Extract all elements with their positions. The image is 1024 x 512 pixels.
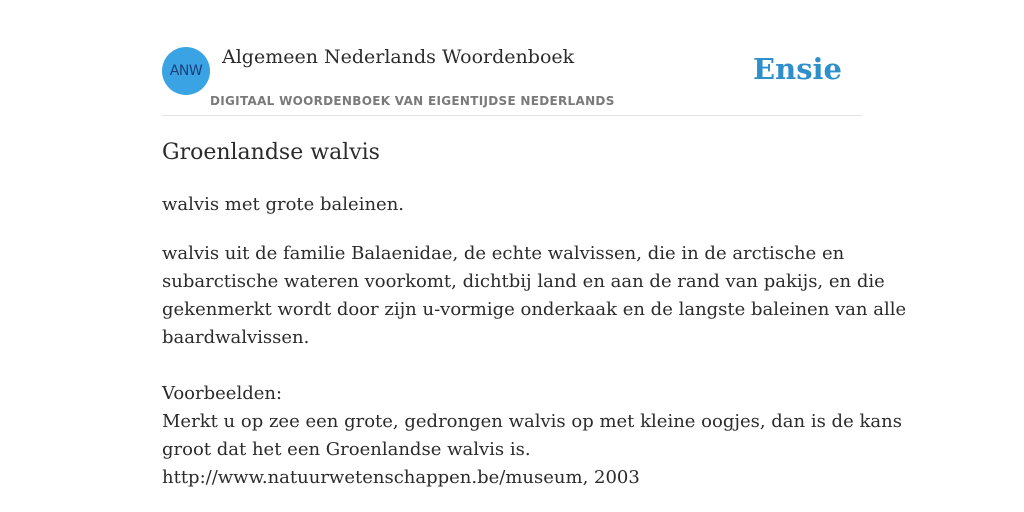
- anw-logo[interactable]: [162, 47, 210, 95]
- description-line: gekenmerkt wordt door zijn u-vormige onderkaak en de langste baleinen van alle: [162, 299, 907, 320]
- entry-definition: walvis met grote baleinen.: [162, 194, 405, 215]
- description-line: subarctische wateren voorkomt, dichtbij land en aan de rand van pakijs, en die: [162, 271, 885, 292]
- description-line: walvis uit de familie Balaenidae, de echte walvissen, die in de arctische en: [162, 243, 845, 264]
- site-title[interactable]: Algemeen Nederlands Woordenboek: [222, 46, 575, 68]
- example-source: http://www.natuurwetenschappen.be/museum, 2003: [162, 467, 640, 488]
- site-subtitle: DIGITAAL WOORDENBOEK VAN EIGENTIJDSE NEDERLANDS: [210, 94, 615, 108]
- ensie-brand-logo[interactable]: Ensie: [753, 52, 842, 86]
- entry-title: Groenlandse walvis: [162, 140, 380, 165]
- description-line: baardwalvissen.: [162, 327, 310, 348]
- example-line: groot dat het een Groenlandse walvis is.: [162, 439, 531, 460]
- examples-label: Voorbeelden:: [162, 383, 283, 404]
- entry-description: [162, 240, 907, 492]
- blank-line: [162, 352, 862, 380]
- site-header: [162, 0, 862, 116]
- logo-text: ANW: [169, 63, 203, 79]
- example-line: Merkt u op zee een grote, gedrongen walvis op met kleine oogjes, dan is de kans: [162, 411, 902, 432]
- page-container: [162, 0, 907, 488]
